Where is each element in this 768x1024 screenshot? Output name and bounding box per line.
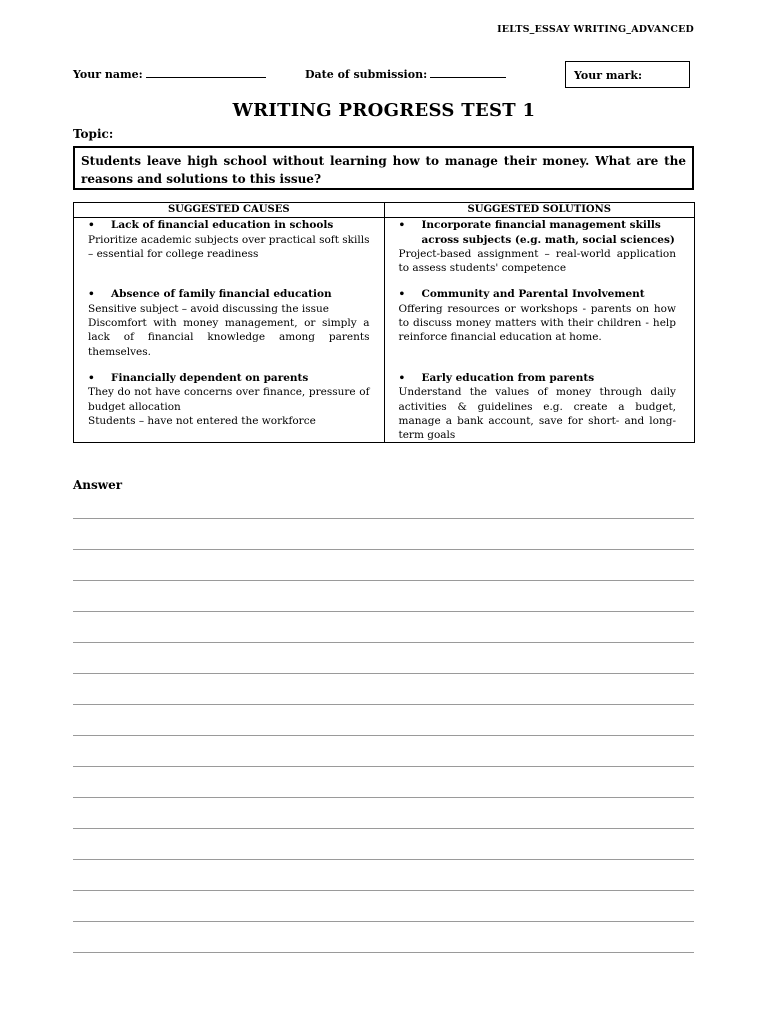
cause-title: Financially dependent on parents xyxy=(111,371,309,384)
solution-cell xyxy=(384,218,695,288)
name-field xyxy=(73,68,266,81)
topic-box xyxy=(73,146,694,190)
answer-line[interactable] xyxy=(73,952,694,953)
cause-title: Lack of financial education in schools xyxy=(111,219,334,232)
solutions-header: SUGGESTED SOLUTIONS xyxy=(384,203,695,218)
answer-label: Answer xyxy=(73,478,123,492)
table-row xyxy=(74,371,695,443)
cause-title: Absence of family financial education xyxy=(111,288,332,301)
answer-line[interactable] xyxy=(73,611,694,612)
name-label: Your name: xyxy=(73,68,143,81)
course-tag: IELTS_ESSAY WRITING_ADVANCED xyxy=(497,24,694,35)
bullet-icon: • xyxy=(398,288,406,301)
answer-line[interactable] xyxy=(73,704,694,705)
answer-line[interactable] xyxy=(73,921,694,922)
cause-cell xyxy=(74,287,385,370)
bullet-icon: • xyxy=(88,219,95,232)
cause-description: They do not have concerns over finance, pressure of budget allocation xyxy=(88,386,370,413)
solution-cell xyxy=(384,371,695,443)
table-row xyxy=(74,287,695,370)
answer-line[interactable] xyxy=(73,828,694,829)
page-title: WRITING PROGRESS TEST 1 xyxy=(232,100,536,121)
bullet-icon: • xyxy=(398,219,406,232)
cause-cell xyxy=(74,218,385,288)
cause-description: Students – have not entered the workforce xyxy=(88,414,316,427)
topic-label: Topic: xyxy=(73,127,114,141)
cause-description: Discomfort with money management, or simply a lack of financial knowledge among parents themselves. xyxy=(88,317,370,358)
mark-label: Your mark: xyxy=(574,69,643,82)
solution-description: Offering resources or workshops - parents on how to discuss money matters with their children - help reinforce financial education at home. xyxy=(398,302,676,344)
answer-line[interactable] xyxy=(73,735,694,736)
bullet-icon: • xyxy=(88,288,95,301)
solution-title: Early education from parents xyxy=(421,371,595,384)
solution-cell xyxy=(384,287,695,370)
answer-line[interactable] xyxy=(73,797,694,798)
solution-title: Community and Parental Involvement xyxy=(421,288,645,301)
table-header-row xyxy=(74,203,695,218)
solution-title: Incorporate financial management skills across subjects (e.g. math, social sciences) xyxy=(421,219,675,246)
solution-description: Understand the values of money through daily activities & guidelines e.g. create a budget, manage a bank account, save for short- and long-term goals xyxy=(398,386,676,442)
bullet-icon: • xyxy=(398,371,406,384)
table-row xyxy=(74,218,695,288)
cause-description: Sensitive subject – avoid discussing the issue xyxy=(88,302,329,315)
causes-header: SUGGESTED CAUSES xyxy=(74,203,385,218)
answer-line[interactable] xyxy=(73,549,694,550)
mark-box xyxy=(565,61,690,88)
answer-line[interactable] xyxy=(73,890,694,891)
topic-text: Students leave high school without learning how to manage their money. What are the reasons and solutions to this issue? xyxy=(81,154,686,186)
answer-line[interactable] xyxy=(73,766,694,767)
ideas-table xyxy=(73,202,695,443)
date-field xyxy=(305,68,506,81)
solution-description: Project-based assignment – real-world application to assess students' competence xyxy=(398,247,676,275)
date-blank[interactable] xyxy=(430,77,506,78)
answer-line[interactable] xyxy=(73,673,694,674)
answer-line[interactable] xyxy=(73,518,694,519)
answer-line[interactable] xyxy=(73,580,694,581)
answer-line[interactable] xyxy=(73,642,694,643)
bullet-icon: • xyxy=(88,371,95,384)
cause-cell xyxy=(74,371,385,443)
name-blank[interactable] xyxy=(146,77,266,78)
date-label: Date of submission: xyxy=(305,68,428,81)
cause-description: Prioritize academic subjects over practical soft skills – essential for college readiness xyxy=(88,233,370,260)
answer-line[interactable] xyxy=(73,859,694,860)
